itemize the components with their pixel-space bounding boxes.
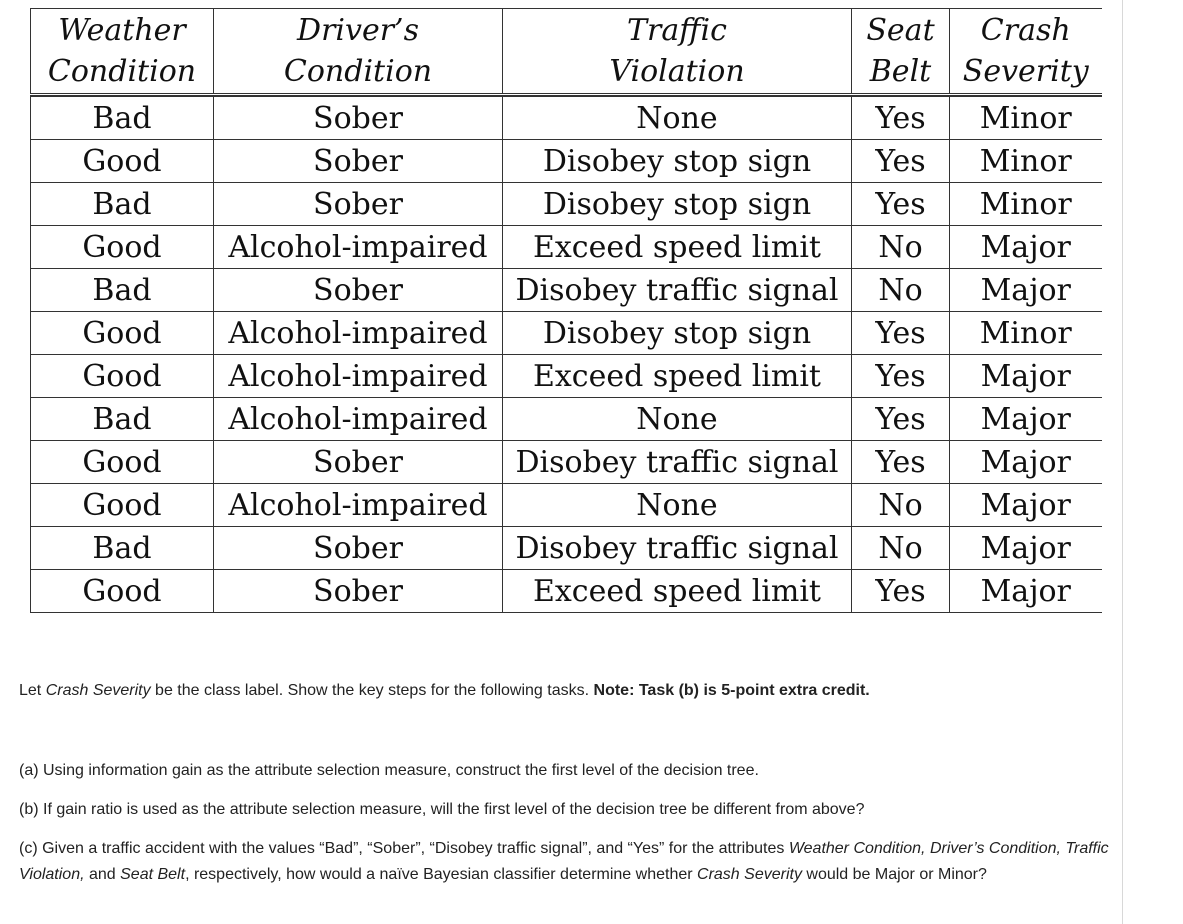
cell-seat-belt: No (852, 484, 950, 527)
cell-drivers-condition: Sober (214, 97, 503, 140)
cell-weather-condition: Bad (31, 269, 214, 312)
cell-seat-belt: Yes (852, 355, 950, 398)
cell-traffic-violation: Disobey stop sign (503, 183, 852, 226)
table-row (31, 570, 1102, 613)
question-a: (a) Using information gain as the attribute selection measure, construct the first level of the decision tree. (19, 762, 759, 779)
table-row (31, 527, 1102, 570)
cell-drivers-condition: Alcohol-impaired (214, 484, 503, 527)
cell-drivers-condition: Sober (214, 183, 503, 226)
cell-traffic-violation: Disobey stop sign (503, 140, 852, 183)
cell-crash-severity: Major (950, 441, 1102, 484)
header-traffic-violation: Traffic Violation (503, 9, 852, 95)
cell-crash-severity: Major (950, 527, 1102, 570)
right-divider (1122, 0, 1123, 924)
cell-crash-severity: Major (950, 355, 1102, 398)
table-row (31, 183, 1102, 226)
cell-drivers-condition: Alcohol-impaired (214, 226, 503, 269)
cell-traffic-violation: None (503, 484, 852, 527)
cell-weather-condition: Good (31, 140, 214, 183)
cell-drivers-condition: Sober (214, 527, 503, 570)
cell-crash-severity: Minor (950, 312, 1102, 355)
table-row (31, 226, 1102, 269)
cell-drivers-condition: Sober (214, 570, 503, 613)
cell-crash-severity: Minor (950, 183, 1102, 226)
header-weather-condition: Weather Condition (31, 9, 214, 95)
cell-crash-severity: Minor (950, 97, 1102, 140)
cell-seat-belt: Yes (852, 140, 950, 183)
cell-seat-belt: No (852, 269, 950, 312)
table-row (31, 140, 1102, 183)
cell-traffic-violation: Exceed speed limit (503, 570, 852, 613)
intro-paragraph: Let Crash Severity be the class label. Show the key steps for the following tasks. Note: Task (b) is 5-point extra credit. (19, 682, 870, 699)
header-seat-belt: Seat Belt (852, 9, 950, 95)
cell-traffic-violation: None (503, 398, 852, 441)
cell-traffic-violation: Disobey traffic signal (503, 441, 852, 484)
question-c: (c) Given a traffic accident with the values “Bad”, “Sober”, “Disobey traffic signal”, and “Yes” for the attributes Weather Condition, Driver’s Condition, Traffic Violation, and Seat Belt, respectively, how would a naïve Bayesian classifier determine whether Crash Severity would be Major or Minor? (19, 840, 1109, 883)
cell-weather-condition: Good (31, 484, 214, 527)
cell-traffic-violation: Exceed speed limit (503, 355, 852, 398)
cell-weather-condition: Bad (31, 97, 214, 140)
cell-seat-belt: No (852, 527, 950, 570)
cell-traffic-violation: Disobey stop sign (503, 312, 852, 355)
header-drivers-condition: Driver’s Condition (214, 9, 503, 95)
table-header-row (31, 9, 1102, 95)
cell-crash-severity: Major (950, 398, 1102, 441)
cell-traffic-violation: None (503, 97, 852, 140)
cell-weather-condition: Good (31, 441, 214, 484)
cell-crash-severity: Major (950, 484, 1102, 527)
table-row (31, 484, 1102, 527)
table-row (31, 312, 1102, 355)
cell-weather-condition: Good (31, 226, 214, 269)
data-table-wrapper (30, 8, 1101, 613)
cell-drivers-condition: Alcohol-impaired (214, 355, 503, 398)
cell-drivers-condition: Alcohol-impaired (214, 398, 503, 441)
table-row (31, 97, 1102, 140)
table-row (31, 269, 1102, 312)
cell-weather-condition: Good (31, 355, 214, 398)
cell-traffic-violation: Disobey traffic signal (503, 269, 852, 312)
cell-drivers-condition: Alcohol-impaired (214, 312, 503, 355)
question-b: (b) If gain ratio is used as the attribute selection measure, will the first level of the decision tree be different from above? (19, 801, 865, 818)
class-label-term: Crash Severity (45, 682, 151, 699)
cell-crash-severity: Minor (950, 140, 1102, 183)
cell-weather-condition: Good (31, 312, 214, 355)
cell-seat-belt: Yes (852, 398, 950, 441)
cell-weather-condition: Bad (31, 183, 214, 226)
cell-traffic-violation: Exceed speed limit (503, 226, 852, 269)
cell-drivers-condition: Sober (214, 441, 503, 484)
table-body (31, 97, 1102, 613)
cell-traffic-violation: Disobey traffic signal (503, 527, 852, 570)
cell-crash-severity: Major (950, 269, 1102, 312)
cell-crash-severity: Major (950, 570, 1102, 613)
table-row (31, 398, 1102, 441)
header-crash-severity: Crash Severity (950, 9, 1102, 95)
table-row (31, 441, 1102, 484)
cell-crash-severity: Major (950, 226, 1102, 269)
cell-weather-condition: Good (31, 570, 214, 613)
table-row (31, 355, 1102, 398)
cell-drivers-condition: Sober (214, 140, 503, 183)
cell-seat-belt: Yes (852, 441, 950, 484)
cell-seat-belt: Yes (852, 312, 950, 355)
cell-weather-condition: Bad (31, 398, 214, 441)
cell-seat-belt: No (852, 226, 950, 269)
cell-weather-condition: Bad (31, 527, 214, 570)
crash-data-table (30, 8, 1102, 613)
cell-seat-belt: Yes (852, 97, 950, 140)
cell-seat-belt: Yes (852, 183, 950, 226)
cell-drivers-condition: Sober (214, 269, 503, 312)
extra-credit-note: Note: Task (b) is 5-point extra credit. (593, 682, 870, 699)
cell-seat-belt: Yes (852, 570, 950, 613)
